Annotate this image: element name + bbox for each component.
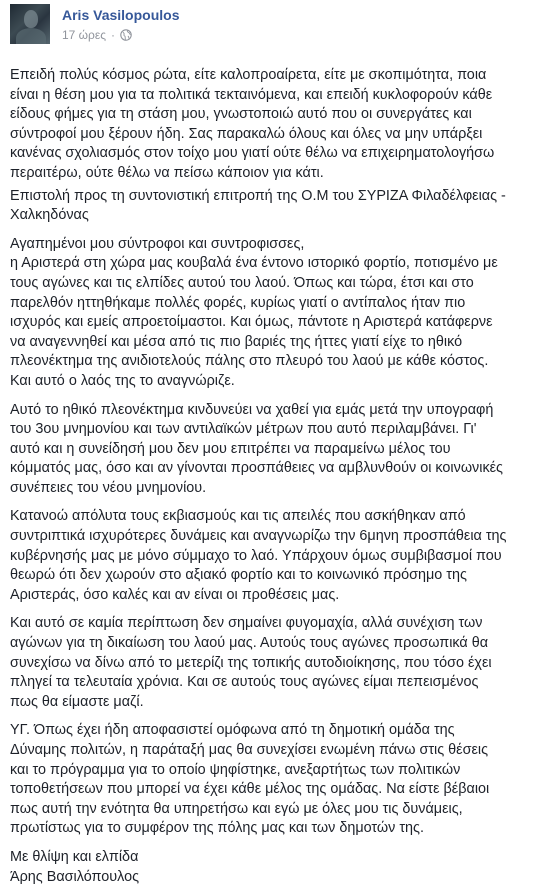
post-paragraph-signature: Με θλίψη και ελπίδα Άρης Βασιλόπουλος bbox=[10, 848, 140, 885]
avatar-face-shape bbox=[24, 10, 38, 28]
post-meta bbox=[62, 28, 132, 42]
post-paragraph-compromises: Κατανοώ απόλυτα τους εκβιασμούς και τις απειλές που ασκήθηκαν από συντριπτικά ισχυρότερες δυνάμεις και αναγνωρίζω την 6μηνη προσπάθεια της κυβέρνησής μας με μόνο σύμμαχο το λαό. Υπάρχουν όμως συμβιβασμοί που θεωρώ ότι δεν χωρούν στο αξιακό φορτίο και το κοινωνικό πρόσημο της Αριστεράς, όσο καλές και αν είναι οι προθέσεις μας. bbox=[10, 508, 507, 603]
post-paragraph-intro: Επειδή πολύς κόσμος ρώτα, είτε καλοπροαίρετα, είτε με σκοπιμότητα, ποια είναι η θέση μου για τα πολιτικά τεκταινόμενα, και επειδή κυκλοφορούν κάθε είδους φήμες για τη στάση μου, γνωστοποιώ αυτό που οι συνεργάτες και σύντροφοί μου ξέρουν ήδη. Σας παρακαλώ όλους και όλες να μην υπάρξει κανένας σχολιασμός στον τοίχο μου γιατί ούτε θέλω να επιχειρηματολογήσω περαιτέρω, ούτε θέλω να πείσω κάποιον για κάτι. bbox=[10, 67, 495, 181]
post-timestamp[interactable]: 17 ώρες bbox=[62, 28, 107, 42]
avatar-shoulder-shape bbox=[16, 28, 46, 44]
author-avatar[interactable] bbox=[10, 4, 50, 44]
public-globe-icon[interactable] bbox=[120, 29, 132, 41]
meta-separator: · bbox=[111, 28, 116, 42]
post-paragraph-postscript: ΥΓ. Όπως έχει ήδη αποφασιστεί ομόφωνα από τη δημοτική ομάδα της Δύναμης πολιτών, η παράταξή μας θα συνεχίσει ενωμένη πάνω στις θέσεις και το πρόγραμμα για το οποίο ψηφίστηκε, ανεξαρτήτως των πολιτικών τοποθετήσεων που μπορεί να έχει κάθε μέλος της ομάδας. Να είστε βέβαιοι πως αυτή την ενότητα θα υπηρετήσω και εγώ με όλες μου τις δυνάμεις, πρωτίστως για το συμφέρον της πόλης μας και των δημοτών της. bbox=[10, 722, 490, 837]
post-body bbox=[10, 66, 548, 887]
post-paragraph-memorandum: Αυτό το ηθικό πλεονέκτημα κινδυνεύει να χαθεί για εμάς μετά την υπογραφή του 3ου μνημονίου και των αντιλαϊκών μέτρων που αυτό περιλαμβάνει. Γι' αυτό και η συνείδησή μου δεν μου επιτρέπει να παραμείνω μέλος του κόμματός μας, όσο και αν γίνονται προσπάθειες να αμβλυνθούν οι κοινωνικές συνέπειες του νέου μνημονίου. bbox=[10, 401, 503, 496]
post-paragraph-struggle: Και αυτό σε καμία περίπτωση δεν σημαίνει φυγομαχία, αλλά συνέχιση των αγώνων για τη δικαίωση του λαού μας. Αυτούς τους αγώνες προσωπικά θα συνεχίσω να δίνω από το μετερίζι της τοπικής αυτοδιοίκησης, που τόσο έχει πληγεί τα τελευταία χρόνια. Και σε αυτούς τους αγώνες είμαι πεπεισμένος πως θα είμαστε μαζί. bbox=[10, 615, 492, 710]
author-name-link[interactable]: Aris Vasilopoulos bbox=[62, 7, 180, 23]
post-paragraph-letter-title: Επιστολή προς τη συντονιστική επιτροπή της Ο.Μ του ΣΥΡΙΖΑ Φιλαδέλφειας - Χαλκηδόνας bbox=[10, 187, 506, 224]
post-header bbox=[10, 4, 543, 44]
post-paragraph-greeting: Αγαπημένοι μου σύντροφοι και συντροφισσες, η Αριστερά στη χώρα μας κουβαλά ένα έντονο ιστορικό φορτίο, ποτισμένο με τους αγώνες και τις ελπίδες αυτού του λαού. Όπως και τώρα, έτσι και στο παρελθόν ηττηθήκαμε πολλές φορές, κυρίως γιατί ο αντίπαλος ήταν πιο ισχυρός και εμείς απροετοίμαστοι. Και όμως, πάντοτε η Αριστερά κατάφερνε να αναγεννηθεί και μέσα από τις πιο βαριές της ήττες γιατί είχε το ηθικό πλεονέκτημα της ανιδιοτελούς πάλης στο πλευρό του λαού με κάθε κόστος. Και αυτό ο λαός της το αναγνώριζε. bbox=[10, 235, 498, 389]
